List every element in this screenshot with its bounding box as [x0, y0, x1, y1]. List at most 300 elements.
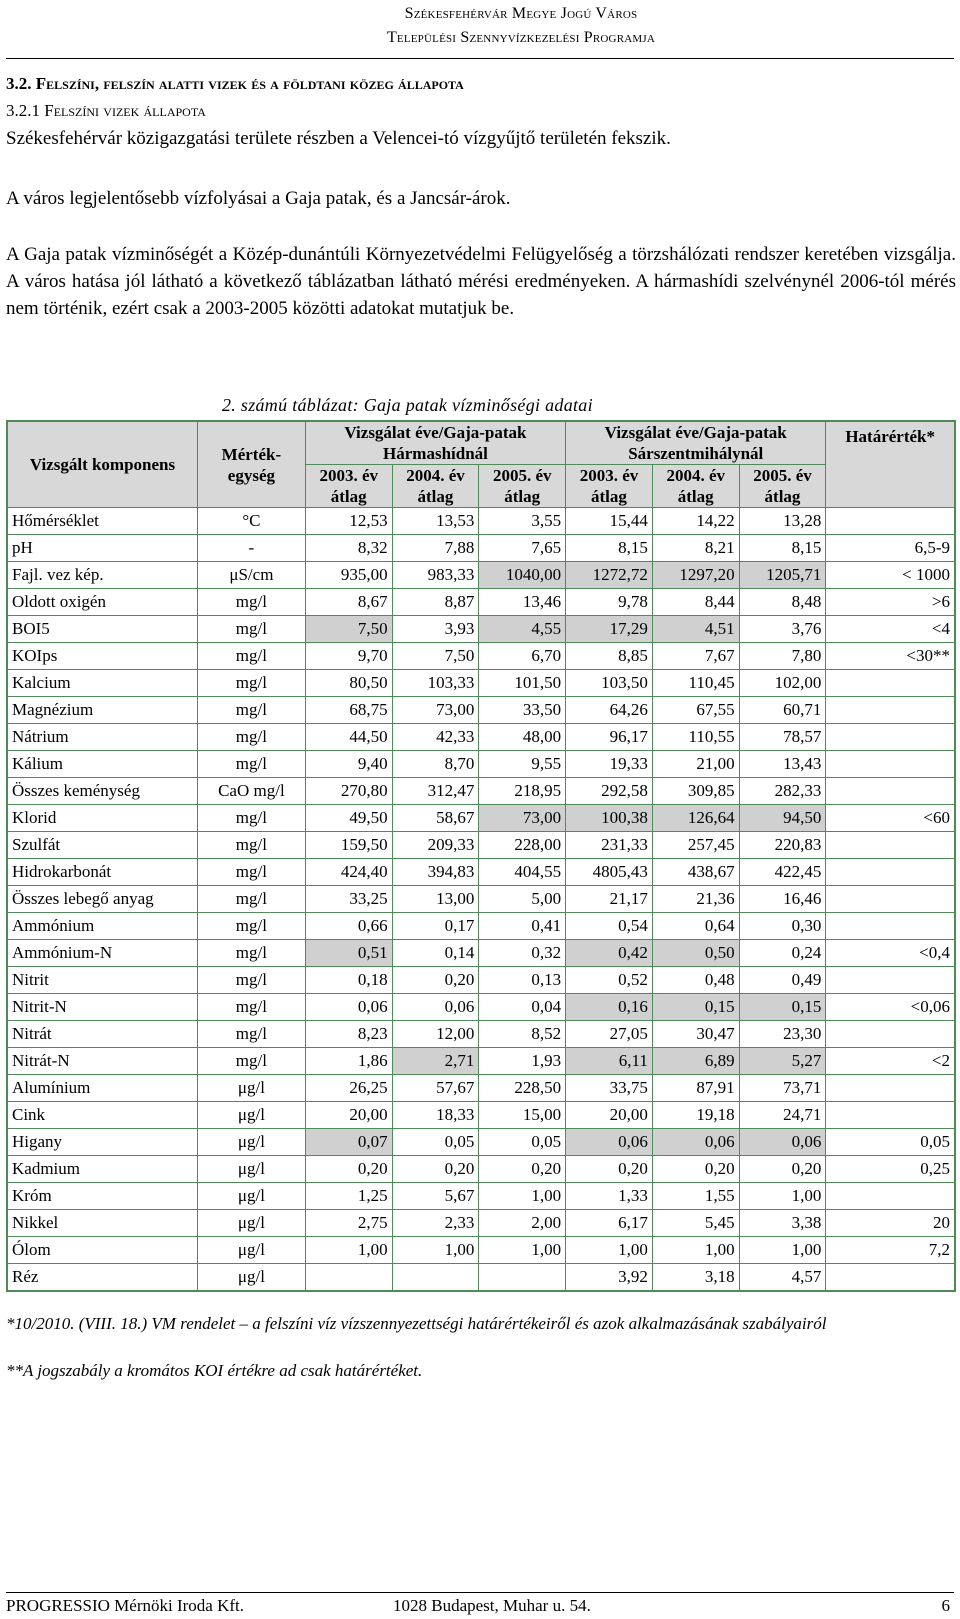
value-cell: 12,00 [392, 1021, 479, 1048]
limit-value [826, 778, 955, 805]
table-row [7, 913, 955, 940]
table-row [7, 643, 955, 670]
value-cell: 48,00 [479, 724, 566, 751]
value-cell: 8,87 [392, 589, 479, 616]
value-cell: 0,06 [305, 994, 392, 1021]
value-cell: 394,83 [392, 859, 479, 886]
table-row [7, 1237, 955, 1264]
component-unit: mg/l [197, 724, 305, 751]
value-cell: 13,00 [392, 886, 479, 913]
header-group-harmashid: Vizsgálat éve/Gaja-patak Hármashídnál [305, 421, 565, 465]
value-cell: 0,05 [392, 1129, 479, 1156]
value-cell: 0,24 [739, 940, 826, 967]
component-unit: mg/l [197, 994, 305, 1021]
value-cell: 309,85 [652, 778, 739, 805]
header-year-1: 2004. év átlag [392, 465, 479, 508]
value-cell: 5,00 [479, 886, 566, 913]
value-cell: 103,33 [392, 670, 479, 697]
value-cell: 78,57 [739, 724, 826, 751]
table-row [7, 1102, 955, 1129]
value-cell: 0,20 [652, 1156, 739, 1183]
value-cell: 0,20 [739, 1156, 826, 1183]
limit-value [826, 1075, 955, 1102]
footnote-1: *10/2010. (VIII. 18.) VM rendelet – a felszíni víz vízszennyezettségi határértékeiről és azok alkalmazásának szabályairól [6, 1314, 827, 1333]
value-cell: 17,29 [566, 616, 653, 643]
component-unit: mg/l [197, 697, 305, 724]
header-year-4: 2004. év átlag [652, 465, 739, 508]
value-cell: 73,71 [739, 1075, 826, 1102]
value-cell: 19,18 [652, 1102, 739, 1129]
value-cell: 404,55 [479, 859, 566, 886]
value-cell: 9,70 [305, 643, 392, 670]
table-row [7, 616, 955, 643]
value-cell: 1,86 [305, 1048, 392, 1075]
table-row [7, 967, 955, 994]
value-cell: 110,55 [652, 724, 739, 751]
value-cell: 96,17 [566, 724, 653, 751]
value-cell: 0,06 [566, 1129, 653, 1156]
value-cell: 2,33 [392, 1210, 479, 1237]
value-cell: 0,66 [305, 913, 392, 940]
value-cell: 6,89 [652, 1048, 739, 1075]
value-cell: 5,67 [392, 1183, 479, 1210]
table-row [7, 1210, 955, 1237]
value-cell: 3,38 [739, 1210, 826, 1237]
value-cell: 282,33 [739, 778, 826, 805]
table-row [7, 1075, 955, 1102]
limit-value [826, 1021, 955, 1048]
value-cell: 0,16 [566, 994, 653, 1021]
value-cell: 49,50 [305, 805, 392, 832]
value-cell: 422,45 [739, 859, 826, 886]
value-cell: 1,00 [479, 1183, 566, 1210]
component-name: Kadmium [7, 1156, 197, 1183]
component-name: Nikkel [7, 1210, 197, 1237]
value-cell: 1,00 [566, 1237, 653, 1264]
value-cell: 1,93 [479, 1048, 566, 1075]
limit-value [826, 886, 955, 913]
value-cell: 0,04 [479, 994, 566, 1021]
component-name: Réz [7, 1264, 197, 1292]
component-unit: mg/l [197, 670, 305, 697]
value-cell: 4,57 [739, 1264, 826, 1292]
value-cell: 1,25 [305, 1183, 392, 1210]
value-cell: 110,45 [652, 670, 739, 697]
component-unit: μg/l [197, 1210, 305, 1237]
value-cell: 0,48 [652, 967, 739, 994]
value-cell: 0,18 [305, 967, 392, 994]
component-name: Ammónium [7, 913, 197, 940]
value-cell: 4805,43 [566, 859, 653, 886]
value-cell: 44,50 [305, 724, 392, 751]
component-unit: μg/l [197, 1102, 305, 1129]
value-cell: 1,00 [739, 1237, 826, 1264]
value-cell: 13,53 [392, 508, 479, 535]
value-cell: 3,55 [479, 508, 566, 535]
limit-value [826, 859, 955, 886]
value-cell: 1,00 [392, 1237, 479, 1264]
value-cell: 80,50 [305, 670, 392, 697]
value-cell: 21,00 [652, 751, 739, 778]
value-cell: 33,50 [479, 697, 566, 724]
table-row [7, 589, 955, 616]
value-cell: 8,23 [305, 1021, 392, 1048]
table-row [7, 751, 955, 778]
component-unit: mg/l [197, 967, 305, 994]
table-row [7, 886, 955, 913]
value-cell: 3,92 [566, 1264, 653, 1292]
value-cell: 7,80 [739, 643, 826, 670]
value-cell: 18,33 [392, 1102, 479, 1129]
value-cell: 24,71 [739, 1102, 826, 1129]
value-cell: 8,70 [392, 751, 479, 778]
table-row [7, 535, 955, 562]
value-cell: 0,17 [392, 913, 479, 940]
value-cell: 7,50 [392, 643, 479, 670]
limit-value [826, 1183, 955, 1210]
component-unit: - [197, 535, 305, 562]
value-cell: 0,14 [392, 940, 479, 967]
value-cell: 67,55 [652, 697, 739, 724]
value-cell: 0,49 [739, 967, 826, 994]
value-cell [392, 1264, 479, 1292]
value-cell: 228,00 [479, 832, 566, 859]
value-cell: 7,67 [652, 643, 739, 670]
table-row [7, 940, 955, 967]
value-cell: 1205,71 [739, 562, 826, 589]
table-row [7, 1048, 955, 1075]
component-unit: μg/l [197, 1264, 305, 1292]
component-name: Nitrát [7, 1021, 197, 1048]
component-name: Nátrium [7, 724, 197, 751]
limit-value [826, 832, 955, 859]
value-cell: 257,45 [652, 832, 739, 859]
table-row [7, 670, 955, 697]
value-cell: 0,07 [305, 1129, 392, 1156]
value-cell: 102,00 [739, 670, 826, 697]
limit-value [826, 697, 955, 724]
component-unit: μg/l [197, 1075, 305, 1102]
header-rule [6, 58, 954, 59]
component-unit: mg/l [197, 643, 305, 670]
footnote-2: **A jogszabály a kromátos KOI értékre ad csak határértéket. [6, 1361, 423, 1380]
table-row [7, 778, 955, 805]
table-row [7, 832, 955, 859]
component-unit: mg/l [197, 940, 305, 967]
value-cell: 73,00 [392, 697, 479, 724]
value-cell: 424,40 [305, 859, 392, 886]
value-cell: 14,22 [652, 508, 739, 535]
component-name: Összes lebegő anyag [7, 886, 197, 913]
value-cell: 0,41 [479, 913, 566, 940]
component-name: Nitrit-N [7, 994, 197, 1021]
limit-value: 7,2 [826, 1237, 955, 1264]
limit-value [826, 967, 955, 994]
limit-value [826, 724, 955, 751]
component-unit: mg/l [197, 832, 305, 859]
header-line-1: Székesfehérvár Megye Jogú Város [404, 5, 638, 22]
table-row [7, 697, 955, 724]
component-name: BOI5 [7, 616, 197, 643]
component-unit: mg/l [197, 589, 305, 616]
component-unit: mg/l [197, 751, 305, 778]
limit-value: <0,4 [826, 940, 955, 967]
value-cell: 5,45 [652, 1210, 739, 1237]
value-cell: 2,00 [479, 1210, 566, 1237]
component-name: Nitrát-N [7, 1048, 197, 1075]
value-cell: 0,20 [479, 1156, 566, 1183]
value-cell: 3,76 [739, 616, 826, 643]
value-cell: 3,18 [652, 1264, 739, 1292]
component-name: Nitrit [7, 967, 197, 994]
value-cell: 21,36 [652, 886, 739, 913]
value-cell: 103,50 [566, 670, 653, 697]
table-row [7, 1156, 955, 1183]
value-cell: 0,20 [392, 1156, 479, 1183]
value-cell: 1,00 [652, 1237, 739, 1264]
value-cell: 4,55 [479, 616, 566, 643]
value-cell: 27,05 [566, 1021, 653, 1048]
value-cell: 209,33 [392, 832, 479, 859]
value-cell: 20,00 [305, 1102, 392, 1129]
value-cell [479, 1264, 566, 1292]
value-cell: 9,78 [566, 589, 653, 616]
limit-value [826, 751, 955, 778]
table-row [7, 994, 955, 1021]
value-cell: 159,50 [305, 832, 392, 859]
limit-value: <0,06 [826, 994, 955, 1021]
component-name: Ammónium-N [7, 940, 197, 967]
paragraph-2: A város legjelentősebb vízfolyásai a Gaja patak, és a Jancsár-árok. [6, 188, 511, 209]
component-unit: mg/l [197, 1048, 305, 1075]
component-name: Ólom [7, 1237, 197, 1264]
value-cell: 58,67 [392, 805, 479, 832]
component-unit: °C [197, 508, 305, 535]
value-cell: 231,33 [566, 832, 653, 859]
section-title: 3.2. Felszíni, felszín alatti vizek és a földtani közeg állapota [6, 74, 464, 93]
value-cell: 8,15 [739, 535, 826, 562]
component-name: Kálium [7, 751, 197, 778]
value-cell: 0,50 [652, 940, 739, 967]
page-header [387, 2, 655, 50]
value-cell: 0,20 [305, 1156, 392, 1183]
value-cell: 3,93 [392, 616, 479, 643]
component-unit: mg/l [197, 616, 305, 643]
value-cell: 0,06 [392, 994, 479, 1021]
value-cell: 23,30 [739, 1021, 826, 1048]
value-cell [305, 1264, 392, 1292]
component-unit: CaO mg/l [197, 778, 305, 805]
value-cell: 0,30 [739, 913, 826, 940]
value-cell: 0,20 [566, 1156, 653, 1183]
component-unit: μg/l [197, 1183, 305, 1210]
value-cell: 0,15 [739, 994, 826, 1021]
subsection-title: 3.2.1 Felszíni vizek állapota [6, 101, 206, 120]
limit-value: 20 [826, 1210, 955, 1237]
value-cell: 9,55 [479, 751, 566, 778]
paragraph-3: A Gaja patak vízminőségét a Közép-dunántúli Környezetvédelmi Felügyelőség a törzshálózati rendszer keretében vizsgálja. A város hatása jól látható a következő táblázatban látható mérési eredményeken. A hármashídi szelvénynél 2006-tól mérés nem történik, ezért csak a 2003-2005 közötti adatokat mutatjuk be. [6, 244, 956, 319]
value-cell: 0,13 [479, 967, 566, 994]
value-cell: 270,80 [305, 778, 392, 805]
value-cell: 7,50 [305, 616, 392, 643]
value-cell: 100,38 [566, 805, 653, 832]
limit-value: <60 [826, 805, 955, 832]
header-unit: Mérték-egység [197, 421, 305, 508]
value-cell: 312,47 [392, 778, 479, 805]
value-cell: 15,00 [479, 1102, 566, 1129]
header-component: Vizsgált komponens [7, 421, 197, 508]
component-name: KOIps [7, 643, 197, 670]
table-row [7, 805, 955, 832]
value-cell: 7,65 [479, 535, 566, 562]
value-cell: 218,95 [479, 778, 566, 805]
header-year-0: 2003. év átlag [305, 465, 392, 508]
component-name: Hidrokarbonát [7, 859, 197, 886]
value-cell: 13,28 [739, 508, 826, 535]
component-name: Alumínium [7, 1075, 197, 1102]
limit-value [826, 913, 955, 940]
limit-value [826, 508, 955, 535]
value-cell: 0,06 [652, 1129, 739, 1156]
value-cell: 68,75 [305, 697, 392, 724]
component-unit: mg/l [197, 886, 305, 913]
value-cell: 292,58 [566, 778, 653, 805]
component-name: Fajl. vez kép. [7, 562, 197, 589]
limit-value [826, 1264, 955, 1292]
value-cell: 30,47 [652, 1021, 739, 1048]
value-cell: 0,15 [652, 994, 739, 1021]
limit-value: <2 [826, 1048, 955, 1075]
component-unit: μg/l [197, 1156, 305, 1183]
value-cell: 1,00 [305, 1237, 392, 1264]
value-cell: 21,17 [566, 886, 653, 913]
value-cell: 16,46 [739, 886, 826, 913]
value-cell: 0,20 [392, 967, 479, 994]
value-cell: 6,11 [566, 1048, 653, 1075]
value-cell: 1,00 [739, 1183, 826, 1210]
value-cell: 0,32 [479, 940, 566, 967]
header-limit: Határérték* [826, 421, 955, 508]
limit-value: 0,05 [826, 1129, 955, 1156]
value-cell: 42,33 [392, 724, 479, 751]
value-cell: 9,40 [305, 751, 392, 778]
limit-value: 0,25 [826, 1156, 955, 1183]
water-quality-table [6, 420, 956, 1292]
header-year-2: 2005. év átlag [479, 465, 566, 508]
component-name: Szulfát [7, 832, 197, 859]
value-cell: 0,52 [566, 967, 653, 994]
value-cell: 438,67 [652, 859, 739, 886]
value-cell: 94,50 [739, 805, 826, 832]
component-name: Klorid [7, 805, 197, 832]
table-caption: 2. számú táblázat: Gaja patak vízminőségi adatai [222, 395, 593, 415]
value-cell: 8,44 [652, 589, 739, 616]
limit-value [826, 1102, 955, 1129]
table-row [7, 1264, 955, 1292]
table-row [7, 1183, 955, 1210]
value-cell: 6,70 [479, 643, 566, 670]
limit-value: < 1000 [826, 562, 955, 589]
value-cell: 0,05 [479, 1129, 566, 1156]
value-cell: 935,00 [305, 562, 392, 589]
value-cell: 8,32 [305, 535, 392, 562]
value-cell: 64,26 [566, 697, 653, 724]
value-cell: 7,88 [392, 535, 479, 562]
footer-address: 1028 Budapest, Muhar u. 54. [393, 1596, 591, 1615]
limit-value [826, 670, 955, 697]
component-name: Kalcium [7, 670, 197, 697]
value-cell: 2,71 [392, 1048, 479, 1075]
value-cell: 1297,20 [652, 562, 739, 589]
value-cell: 60,71 [739, 697, 826, 724]
value-cell: 126,64 [652, 805, 739, 832]
value-cell: 8,52 [479, 1021, 566, 1048]
value-cell: 33,75 [566, 1075, 653, 1102]
value-cell: 12,53 [305, 508, 392, 535]
limit-value: <4 [826, 616, 955, 643]
limit-value: 6,5-9 [826, 535, 955, 562]
value-cell: 1040,00 [479, 562, 566, 589]
value-cell: 228,50 [479, 1075, 566, 1102]
value-cell: 8,15 [566, 535, 653, 562]
component-unit: mg/l [197, 805, 305, 832]
value-cell: 73,00 [479, 805, 566, 832]
value-cell: 19,33 [566, 751, 653, 778]
table-row [7, 1129, 955, 1156]
value-cell: 1,00 [479, 1237, 566, 1264]
value-cell: 87,91 [652, 1075, 739, 1102]
component-name: Hőmérséklet [7, 508, 197, 535]
limit-value: >6 [826, 589, 955, 616]
value-cell: 2,75 [305, 1210, 392, 1237]
component-unit: mg/l [197, 913, 305, 940]
value-cell: 8,85 [566, 643, 653, 670]
component-name: Magnézium [7, 697, 197, 724]
table-row [7, 508, 955, 535]
value-cell: 4,51 [652, 616, 739, 643]
value-cell: 0,64 [652, 913, 739, 940]
paragraph-1: Székesfehérvár közigazgatási területe részben a Velencei-tó vízgyűjtő területén fekszik. [6, 128, 671, 149]
footer-rule [6, 1592, 954, 1593]
value-cell: 0,42 [566, 940, 653, 967]
header-year-5: 2005. év átlag [739, 465, 826, 508]
component-name: Összes keménység [7, 778, 197, 805]
value-cell: 101,50 [479, 670, 566, 697]
footer-page-number: 6 [941, 1596, 950, 1615]
value-cell: 1272,72 [566, 562, 653, 589]
value-cell: 220,83 [739, 832, 826, 859]
value-cell: 13,43 [739, 751, 826, 778]
value-cell: 26,25 [305, 1075, 392, 1102]
value-cell: 8,48 [739, 589, 826, 616]
value-cell: 1,55 [652, 1183, 739, 1210]
header-year-3: 2003. év átlag [566, 465, 653, 508]
component-unit: mg/l [197, 859, 305, 886]
component-unit: μg/l [197, 1129, 305, 1156]
component-name: pH [7, 535, 197, 562]
limit-value: <30** [826, 643, 955, 670]
value-cell: 0,54 [566, 913, 653, 940]
component-name: Króm [7, 1183, 197, 1210]
header-line-2: Települési Szennyvízkezelési Programja [386, 29, 655, 46]
value-cell: 0,51 [305, 940, 392, 967]
table-row [7, 859, 955, 886]
value-cell: 6,17 [566, 1210, 653, 1237]
value-cell: 15,44 [566, 508, 653, 535]
header-group-sarszentmihaly: Vizsgálat éve/Gaja-patak Sárszentmihálynál [566, 421, 826, 465]
value-cell: 8,67 [305, 589, 392, 616]
value-cell: 57,67 [392, 1075, 479, 1102]
